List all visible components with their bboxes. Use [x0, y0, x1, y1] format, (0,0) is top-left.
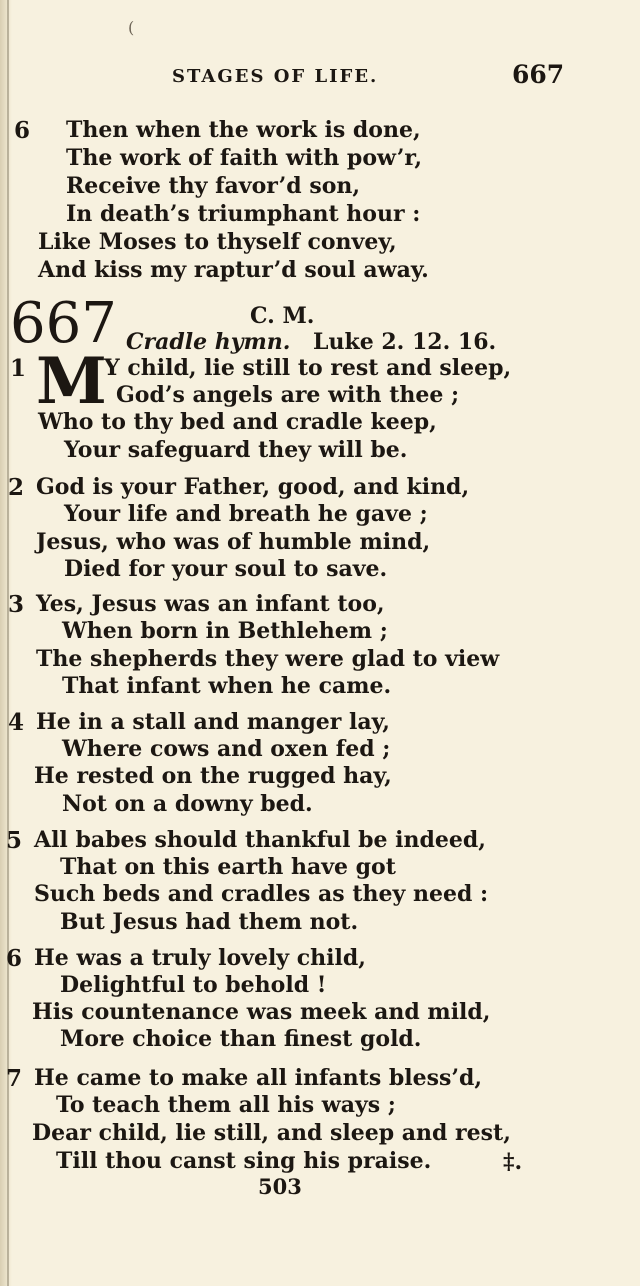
stanza-number: 1	[10, 355, 27, 382]
verse-line: Y child, lie still to rest and sleep,	[104, 355, 512, 381]
drop-cap: M	[36, 344, 107, 419]
verse-line: Not on a downy bed.	[62, 791, 313, 817]
verse-line: Dear child, lie still, and sleep and rest,	[32, 1120, 511, 1146]
verse-line: Then when the work is done,	[66, 117, 421, 143]
verse-line: God’s angels are with thee ;	[116, 382, 460, 408]
verse-line: All babes should thankful be indeed,	[34, 827, 486, 853]
verse-line: Your life and breath he gave ;	[64, 501, 428, 527]
verse-line: Delightful to behold !	[60, 972, 327, 998]
stanza-number: 5	[6, 827, 23, 854]
verse-line: He rested on the rugged hay,	[34, 763, 392, 789]
page-edge	[0, 0, 12, 1286]
verse-line: Till thou canst sing his praise.	[56, 1148, 432, 1174]
verse-line: To teach them all his ways ;	[56, 1092, 396, 1118]
verse-line: He was a truly lovely child,	[34, 945, 366, 971]
verse-line: That on this earth have got	[60, 854, 396, 880]
stanza-number: 7	[6, 1065, 23, 1092]
verse-line: More choice than finest gold.	[60, 1026, 422, 1052]
hymn-scripture: Luke 2. 12. 16.	[313, 329, 497, 355]
hymn-title: Cradle hymn.	[126, 329, 291, 355]
verse-line: And kiss my raptur’d soul away.	[38, 257, 429, 283]
stanza-number: 6	[14, 117, 31, 144]
gutter-line	[7, 0, 9, 1286]
verse-line: Receive thy favor’d son,	[66, 173, 361, 199]
ink-mark: (	[128, 18, 135, 37]
page-number: 503	[258, 1174, 302, 1199]
running-head-page-number: 667	[512, 60, 565, 89]
verse-line: Like Moses to thyself convey,	[38, 229, 397, 255]
verse-line: That infant when he came.	[62, 673, 392, 699]
verse-line: His countenance was meek and mild,	[32, 999, 491, 1025]
verse-line: He in a stall and manger lay,	[36, 709, 390, 735]
stanza-number: 4	[8, 709, 25, 736]
verse-line: Such beds and cradles as they need :	[34, 881, 489, 907]
verse-line: God is your Father, good, and kind,	[36, 474, 470, 500]
verse-line: Yes, Jesus was an infant too,	[36, 591, 385, 617]
verse-line: Where cows and oxen fed ;	[62, 736, 391, 762]
verse-line: Died for your soul to save.	[64, 556, 388, 582]
verse-line: When born in Bethlehem ;	[62, 618, 388, 644]
stanza-number: 2	[8, 474, 25, 501]
verse-line: Your safeguard they will be.	[64, 437, 408, 463]
verse-line: The shepherds they were glad to view	[36, 646, 500, 672]
footer-mark: ‡.	[503, 1149, 523, 1175]
verse-line: In death’s triumphant hour :	[66, 201, 421, 227]
running-head-title: STAGES OF LIFE.	[172, 66, 379, 87]
stanza-number: 6	[6, 945, 23, 972]
verse-line: Who to thy bed and cradle keep,	[38, 409, 437, 435]
hymn-meter: C. M.	[250, 303, 315, 329]
stanza-number: 3	[8, 591, 25, 618]
verse-line: He came to make all infants bless’d,	[34, 1065, 483, 1091]
verse-line: Jesus, who was of humble mind,	[36, 529, 431, 555]
hymn-number: 667	[10, 291, 117, 356]
running-head	[0, 60, 640, 94]
verse-line: The work of faith with pow’r,	[66, 145, 423, 171]
verse-line: But Jesus had them not.	[60, 909, 359, 935]
